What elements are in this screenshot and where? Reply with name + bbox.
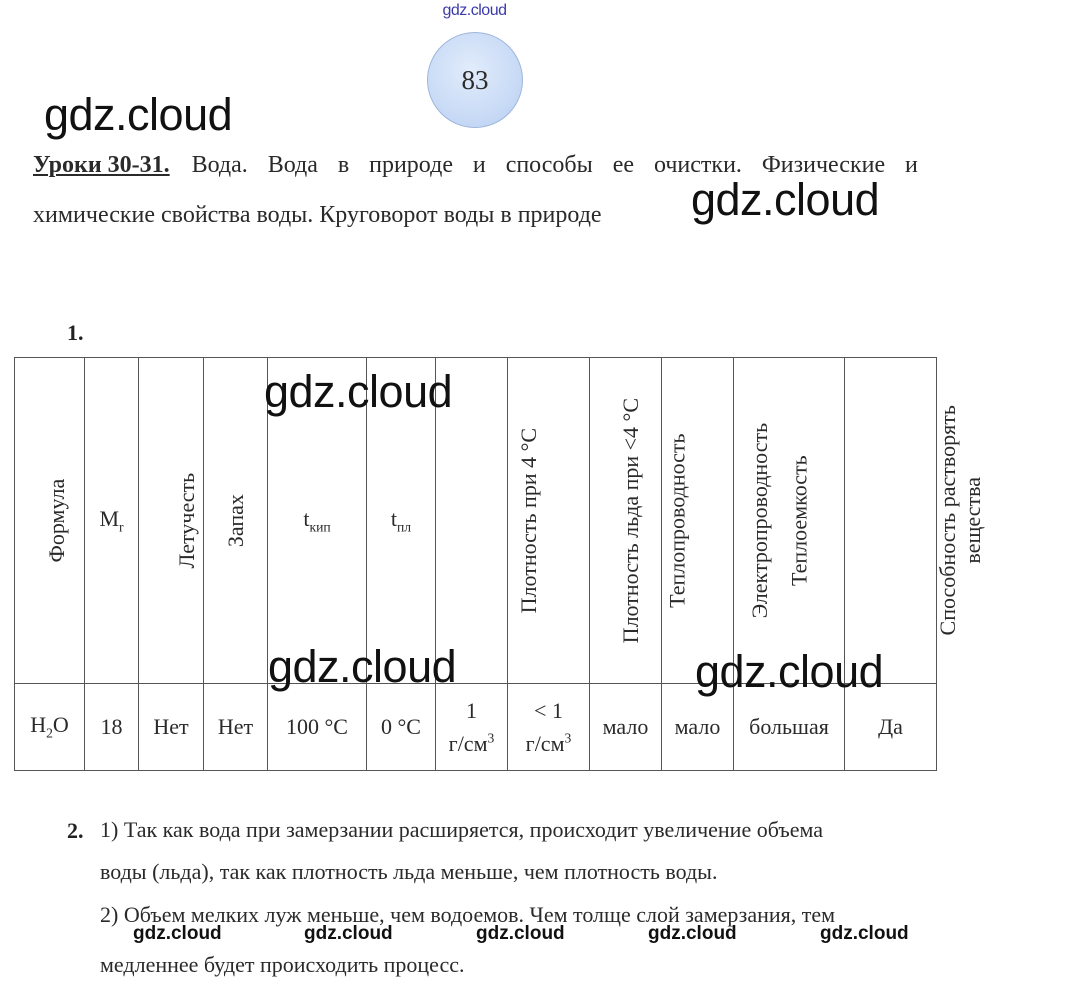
header-mr-sub: r xyxy=(119,519,124,535)
header-tmelt-sub: пл xyxy=(397,519,412,535)
answer-2-line-1: 2) Объем мелких луж меньше, чем водоемов. Чем толще слой замерзания, тем xyxy=(100,902,836,927)
title-word: Вода. xyxy=(191,152,248,178)
header-formula xyxy=(15,358,85,684)
header-smell xyxy=(204,358,268,684)
formula-sub: 2 xyxy=(46,725,53,741)
watermark: gdz.cloud xyxy=(695,646,884,697)
watermark-small: gdz.cloud xyxy=(304,923,393,944)
title-word: ее xyxy=(612,152,635,178)
watermark-small: gdz.cloud xyxy=(133,923,222,944)
cell-density-ice xyxy=(508,684,590,771)
header-tboil-sub: кип xyxy=(309,519,331,535)
density-ice-unit: г/см xyxy=(525,731,565,756)
header-volatility xyxy=(139,358,204,684)
header-solvent-line-2: вещества xyxy=(960,476,986,564)
task-1-number: 1. xyxy=(67,320,84,345)
watermark: gdz.cloud xyxy=(264,366,453,417)
density-water-value: 1 xyxy=(466,698,477,723)
header-solvent-line-1: Способность растворять xyxy=(934,404,960,636)
cell-formula xyxy=(15,684,85,771)
cell-volatility: Нет xyxy=(139,684,204,771)
task-2-number: 2. xyxy=(67,818,84,843)
title-word: в xyxy=(337,152,350,178)
cell-thermal-conductivity: мало xyxy=(590,684,662,771)
answer-1-line-1: 1) Так как вода при замерзании расширяется, происходит увеличение объема xyxy=(100,817,824,842)
lesson-label: Уроки 30-31. xyxy=(33,152,170,178)
title-word: Физические xyxy=(761,152,886,178)
lesson-title-line-2: химические свойства воды. Круговорот воды в природе xyxy=(33,202,602,228)
answer-2-line-2: медленнее будет происходить процесс. xyxy=(100,952,465,977)
header-heat-capacity-text: Теплоемкость xyxy=(786,454,812,586)
watermark: gdz.cloud xyxy=(268,641,457,692)
cell-solvent-ability: Да xyxy=(845,684,937,771)
cell-mr: 18 xyxy=(85,684,139,771)
header-density-water-text: Плотность при 4 °C xyxy=(516,427,542,613)
page-number-badge xyxy=(427,32,523,128)
watermark: gdz.cloud xyxy=(44,89,233,140)
title-word: способы xyxy=(505,152,593,178)
watermark-small: gdz.cloud xyxy=(820,923,909,944)
header-thermal-conductivity-text: Теплопроводность xyxy=(664,432,690,608)
title-word: очистки. xyxy=(653,152,742,178)
header-smell-text: Запах xyxy=(222,493,248,547)
title-word: и xyxy=(472,152,486,178)
formula-h: H xyxy=(30,712,47,738)
watermark: gdz.cloud xyxy=(691,174,880,225)
cell-smell: Нет xyxy=(204,684,268,771)
header-formula-text: Формула xyxy=(44,478,70,563)
cell-heat-capacity: большая xyxy=(734,684,845,771)
header-tboil-main: t xyxy=(303,505,310,531)
formula-o: O xyxy=(52,712,69,738)
header-density-ice-text: Плотность льда при <4 °C xyxy=(618,397,644,643)
header-solvent-ability xyxy=(845,358,986,684)
cell-electrical-conductivity: мало xyxy=(662,684,734,771)
header-volatility-text: Летучесть xyxy=(174,472,200,568)
cell-tmelt: 0 °C xyxy=(367,684,436,771)
header-mr xyxy=(85,358,139,684)
title-word: Вода xyxy=(267,152,318,178)
header-electrical-conductivity-text: Электропроводность xyxy=(747,422,773,618)
watermark-small: gdz.cloud xyxy=(476,923,565,944)
cell-density-water xyxy=(436,684,508,771)
density-water-exp: 3 xyxy=(487,730,495,746)
cell-tboil: 100 °C xyxy=(268,684,367,771)
lesson-title-line-1 xyxy=(33,151,918,180)
title-word: природе xyxy=(369,152,453,178)
header-solvent-ability-text xyxy=(935,405,986,635)
header-mr-main: M xyxy=(99,505,119,531)
page-number: 83 xyxy=(461,64,489,95)
water-properties-table xyxy=(14,357,986,771)
watermark-top: gdz.cloud xyxy=(442,2,507,19)
table-header-row xyxy=(15,358,937,684)
title-word: и xyxy=(905,152,918,178)
answer-1-line-2: воды (льда), так как плотность льда меньше, чем плотность воды. xyxy=(100,859,718,884)
watermark-small: gdz.cloud xyxy=(648,923,737,944)
density-ice-exp: 3 xyxy=(564,730,572,746)
header-tmelt-main: t xyxy=(390,505,398,531)
density-ice-value: < 1 xyxy=(534,698,563,723)
density-water-unit: г/см xyxy=(448,731,488,756)
